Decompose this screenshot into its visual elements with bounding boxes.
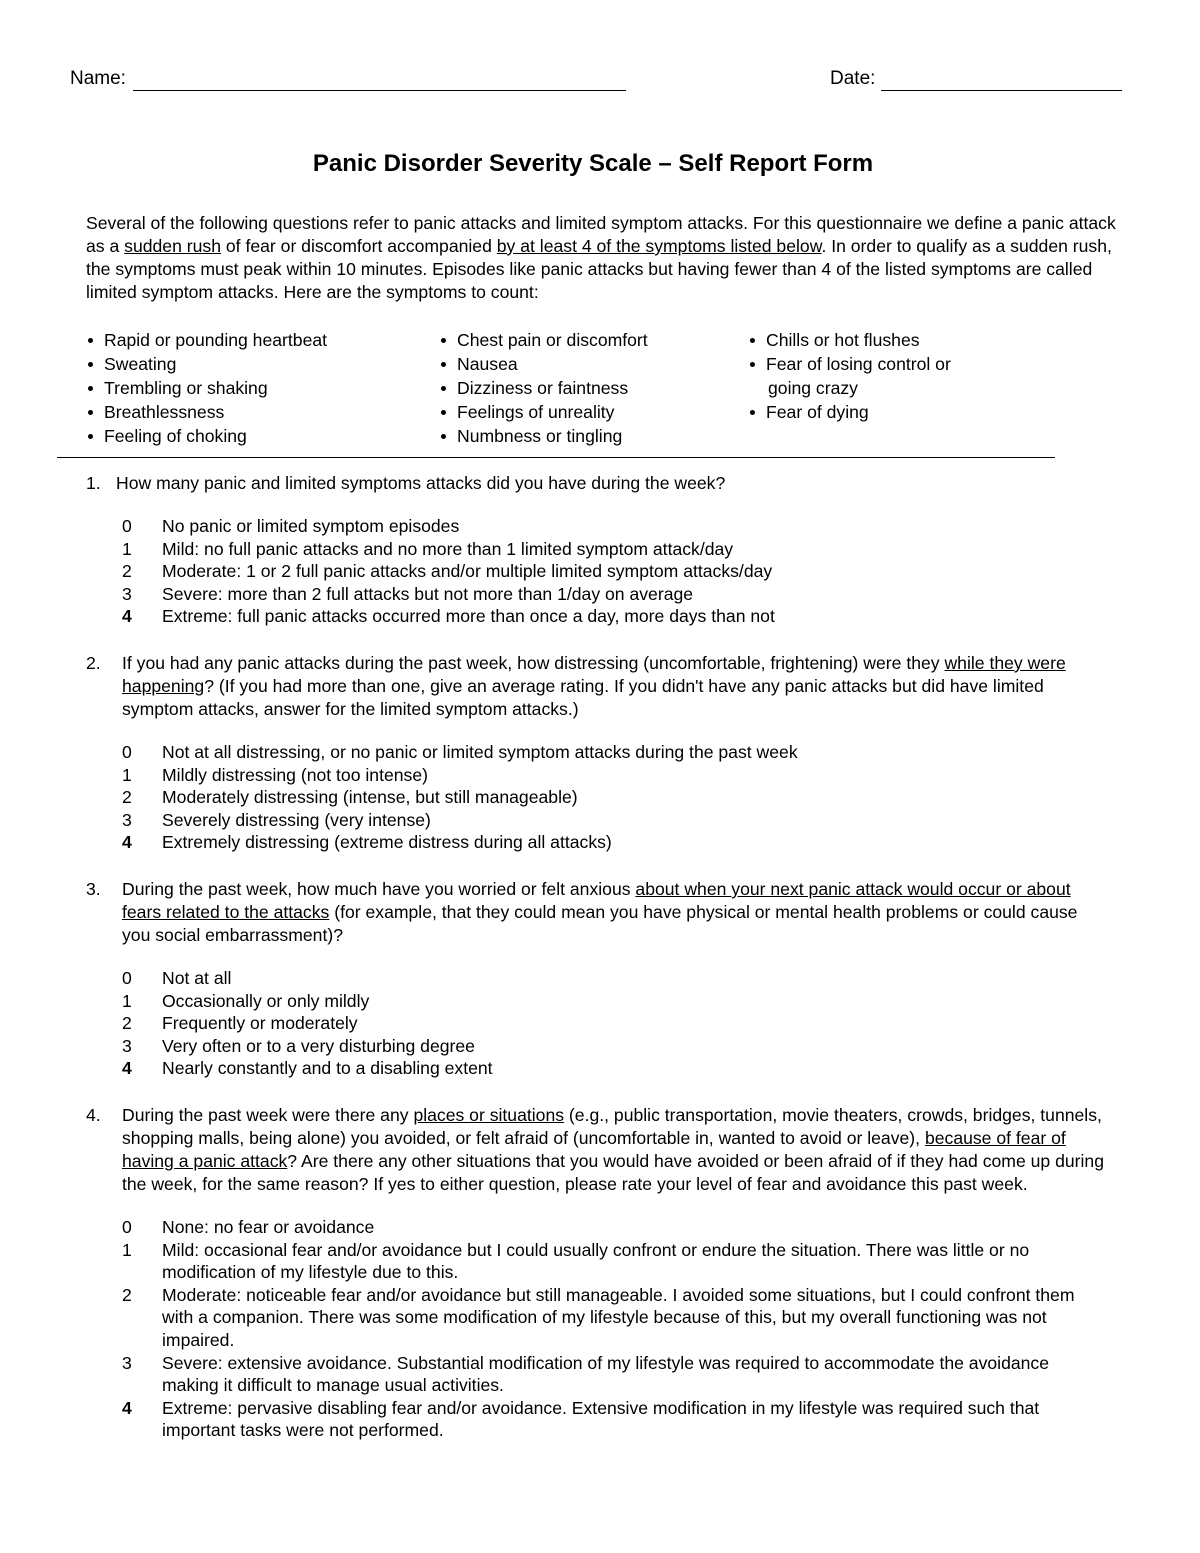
- option-4[interactable]: [86, 605, 1106, 628]
- option-4[interactable]: [86, 831, 1106, 854]
- option-number: 3: [122, 583, 132, 604]
- option-number: 4: [122, 1397, 132, 1418]
- option-0[interactable]: [86, 515, 1106, 538]
- symptom-item: Feeling of choking: [86, 424, 327, 448]
- option-text: Severe: extensive avoidance. Substantial modification of my lifestyle was required to accommodate the avoidance making it difficult to manage usual activities.: [162, 1352, 1050, 1396]
- question-text-part: During the past week were there any: [122, 1105, 414, 1125]
- symptom-item: Feelings of unreality: [439, 400, 648, 424]
- option-number: 3: [122, 1035, 132, 1056]
- option-number: 2: [122, 787, 132, 808]
- question-text: How many panic and limited symptoms attacks did you have during the week?: [116, 473, 726, 493]
- option-text: Severe: more than 2 full attacks but not more than 1/day on average: [162, 583, 694, 604]
- option-text: Not at all: [162, 968, 232, 988]
- question-text-underlined: because of fear of having a panic attack: [122, 1128, 1066, 1171]
- option-text: Extreme: pervasive disabling fear and/or avoidance. Extensive modification in my lifestyle was required such that important tasks were not performed.: [162, 1397, 1040, 1441]
- symptom-item: Fear of losing control or: [748, 352, 951, 376]
- symptom-item: Chills or hot flushes: [748, 328, 951, 352]
- section-divider: [57, 457, 1055, 458]
- question-number: 1.: [86, 473, 101, 493]
- question-text-part: If you had any panic attacks during the past week, how distressing (uncomfortable, frightening) were they: [122, 653, 945, 673]
- option-list: [86, 1216, 1106, 1442]
- symptom-item: Rapid or pounding heartbeat: [86, 328, 327, 352]
- option-text: Frequently or moderately: [162, 1013, 358, 1034]
- option-number: 0: [122, 968, 132, 988]
- option-text: Mild: no full panic attacks and no more than 1 limited symptom attack/day: [162, 538, 734, 559]
- question-text-part: During the past week, how much have you worried or felt anxious: [122, 879, 636, 899]
- option-text: Not at all distressing, or no panic or limited symptom attacks during the past week: [162, 742, 798, 762]
- option-1[interactable]: [86, 764, 1106, 787]
- option-4[interactable]: [86, 1397, 1106, 1442]
- date-field[interactable]: [881, 90, 1122, 91]
- symptom-item: Trembling or shaking: [86, 376, 327, 400]
- intro-underline-2: by at least 4 of the symptoms listed below: [496, 236, 822, 256]
- option-number: 4: [122, 832, 132, 853]
- option-text: Moderately distressing (intense, but still manageable): [162, 787, 578, 808]
- question-text-underlined: while they were happening: [122, 653, 1066, 696]
- name-label: Name:: [70, 68, 126, 89]
- option-number: 1: [122, 764, 132, 785]
- question-text-part: (e.g., public transportation, movie theaters, crowds, bridges, tunnels, shopping malls, being alone) you avoided, or felt afraid of (uncomfortable in, wanted to avoid or leave),: [122, 1105, 1102, 1148]
- option-number: 2: [122, 561, 132, 582]
- symptom-item: Nausea: [439, 352, 648, 376]
- question-text-part: ? (If you had more than one, give an average rating. If you didn't have any panic attacks but did have limited symptom attacks, answer for the limited symptom attacks.): [122, 676, 1044, 719]
- question-number: 2.: [86, 653, 101, 673]
- option-text: Moderate: 1 or 2 full panic attacks and/or multiple limited symptom attacks/day: [162, 561, 773, 582]
- option-3[interactable]: [86, 583, 1106, 606]
- option-2[interactable]: [86, 560, 1106, 583]
- option-number: 0: [122, 1217, 132, 1237]
- question-text-underlined: places or situations: [413, 1105, 565, 1125]
- question-text: [122, 652, 1106, 721]
- question-number: 3.: [86, 879, 101, 899]
- option-text: Nearly constantly and to a disabling extent: [162, 1058, 493, 1079]
- option-2[interactable]: [86, 1284, 1106, 1352]
- option-text: Moderate: noticeable fear and/or avoidance but still manageable. I avoided some situations, but I could confront them with a companion. There was some modification of my lifestyle because of this, but my overall functioning was not impaired.: [162, 1284, 1075, 1350]
- option-number: 1: [122, 1239, 132, 1260]
- option-3[interactable]: [86, 1352, 1106, 1397]
- option-text: No panic or limited symptom episodes: [162, 516, 460, 536]
- option-number: 1: [122, 990, 132, 1011]
- option-number: 3: [122, 1352, 132, 1373]
- intro-text-3: . In order to qualify as a sudden rush, the symptoms must peak within 10 minutes. Episodes like panic attacks but having fewer than 4 of the listed symptoms are called limited symptom attacks. Here are the symptoms to count:: [86, 236, 1112, 302]
- option-text: None: no fear or avoidance: [162, 1217, 375, 1237]
- option-text: Severely distressing (very intense): [162, 809, 431, 830]
- intro-underline-1: sudden rush: [124, 236, 221, 256]
- option-3[interactable]: [86, 1035, 1106, 1058]
- question-4: [86, 1104, 1106, 1442]
- option-1[interactable]: [86, 990, 1106, 1013]
- option-number: 4: [122, 606, 132, 627]
- option-number: 0: [122, 742, 132, 762]
- symptom-item: Chest pain or discomfort: [439, 328, 648, 352]
- symptom-item: Numbness or tingling: [439, 424, 648, 448]
- intro-text-1: Several of the following questions refer to panic attacks and limited symptom attacks. For this questionnaire we define a panic attack as a: [86, 213, 1116, 256]
- option-list: [86, 515, 1106, 628]
- question-number: 4.: [86, 1105, 101, 1125]
- symptom-item: Breathlessness: [86, 400, 327, 424]
- option-text: Occasionally or only mildly: [162, 990, 370, 1011]
- option-1[interactable]: [86, 1239, 1106, 1284]
- symptom-column-1: [86, 328, 327, 448]
- option-text: Extremely distressing (extreme distress during all attacks): [162, 832, 612, 853]
- symptom-column-3: [748, 328, 951, 424]
- symptom-column-2: [439, 328, 648, 448]
- question-text-part: (for example, that they could mean you have physical or mental health problems or could cause you social embarrassment)?: [122, 902, 1078, 945]
- option-2[interactable]: [86, 786, 1106, 809]
- name-field[interactable]: [133, 90, 626, 91]
- option-number: 3: [122, 809, 132, 830]
- symptom-item-continued: going crazy: [768, 378, 858, 398]
- question-2: [86, 652, 1106, 854]
- symptom-item: Fear of dying: [748, 400, 951, 424]
- option-2[interactable]: [86, 1012, 1106, 1035]
- option-text: Mild: occasional fear and/or avoidance but I could usually confront or endure the situation. There was little or no modification of my lifestyle due to this.: [162, 1239, 1030, 1283]
- option-0[interactable]: [86, 741, 1106, 764]
- question-text-part: ? Are there any other situations that you would have avoided or been afraid of if they had come up during the week, for the same reason? If yes to either question, please rate your level of fear and avoidance this past week.: [122, 1151, 1104, 1194]
- page-title: Panic Disorder Severity Scale – Self Report Form: [312, 150, 874, 177]
- option-number: 2: [122, 1013, 132, 1034]
- symptom-item: Sweating: [86, 352, 327, 376]
- option-3[interactable]: [86, 809, 1106, 832]
- question-text: [122, 1104, 1106, 1196]
- option-list: [86, 967, 1106, 1080]
- option-0[interactable]: [86, 1216, 1106, 1239]
- option-0[interactable]: [86, 967, 1106, 990]
- option-text: Very often or to a very disturbing degree: [162, 1035, 475, 1056]
- option-text: Mildly distressing (not too intense): [162, 764, 428, 785]
- question-text: [122, 878, 1106, 947]
- symptom-item: Dizziness or faintness: [439, 376, 648, 400]
- option-number: 2: [122, 1284, 132, 1305]
- option-4[interactable]: [86, 1057, 1106, 1080]
- option-number: 4: [122, 1058, 132, 1079]
- option-list: [86, 741, 1106, 854]
- date-label: Date:: [830, 68, 876, 89]
- intro-text-2: of fear or discomfort accompanied: [221, 236, 497, 256]
- intro-paragraph: [86, 212, 1116, 304]
- option-number: 1: [122, 538, 132, 559]
- option-1[interactable]: [86, 538, 1106, 561]
- question-text-underlined: about when your next panic attack would occur or about fears related to the attacks: [122, 879, 1071, 922]
- header-row: [70, 68, 1122, 96]
- question-3: [86, 878, 1106, 1080]
- option-text: Extreme: full panic attacks occurred more than once a day, more days than not: [162, 606, 775, 627]
- option-number: 0: [122, 516, 132, 536]
- question-1: [86, 472, 1106, 628]
